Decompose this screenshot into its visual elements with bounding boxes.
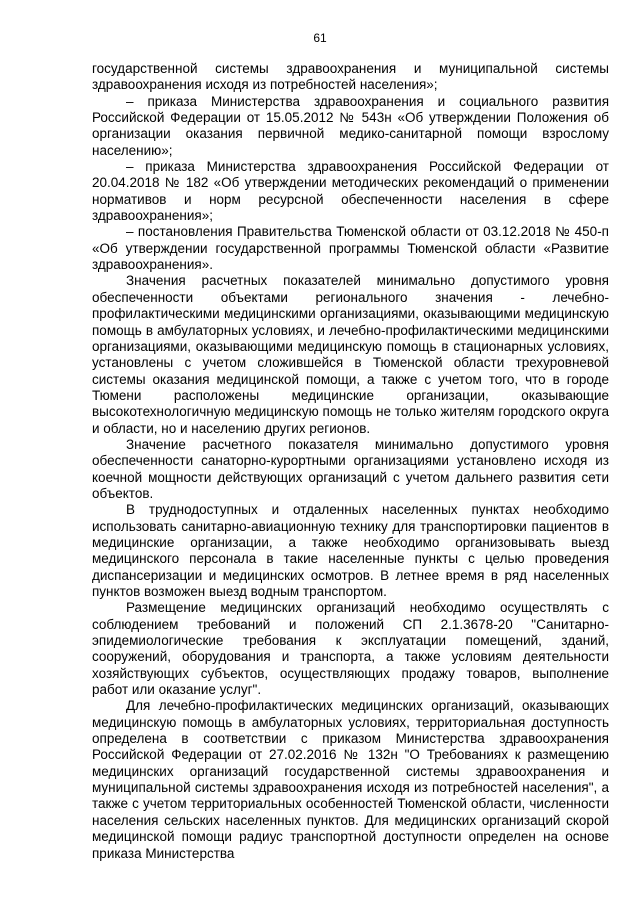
paragraph-territorial-accessibility: Для лечебно-профилактических медицинских организаций, оказывающих медицинскую помощь в амбулаторных условиях, территориальная доступность определена в соответствии с приказом Министерства здравоохранения Российской Федерации от 27.02.2016 № 132н "О Требованиях к размещению медицинских организаций государственной системы здравоохранения и муниципальной системы здравоохранения исходя из потребностей населения", а также с учетом территориальных особенностей Тюменской области, численности населения сельских населенных пунктов. Для медицинских организаций скорой медицинской помощи радиус транспортной доступности определен на основе приказа Министерства bbox=[92, 698, 609, 861]
page-number: 61 bbox=[313, 31, 327, 45]
list-item-resolution-450p: – постановления Правительства Тюменской области от 03.12.2018 № 450-п «Об утверждении государственной программы Тюменской области «Развитие здравоохранения». bbox=[92, 224, 609, 273]
list-item-order-543n: – приказа Министерства здравоохранения и социального развития Российской Федерации от 15.05.2012 № 543н «Об утверждении Положения об организации оказания первичной медико-санитарной помощи взрослому населению»; bbox=[92, 93, 609, 158]
paragraph-placement-requirements: Размещение медицинских организаций необходимо осуществлять с соблюдением требований и положений СП 2.1.3678-20 "Санитарно-эпидемиологические требования к эксплуатации помещений, зданий, сооружений, оборудования и транспорта, а также условиям деятельности хозяйствующих субъектов, осуществляющих продажу товаров, выполнение работ или оказание услуг". bbox=[92, 600, 609, 698]
paragraph-regional-indicators: Значения расчетных показателей минимально допустимого уровня обеспеченности объектами регионального значения - лечебно-профилактическими медицинскими организациями, оказывающими медицинскую помощь в амбулаторных условиях, и лечебно-профилактическими медицинскими организациями, оказывающими медицинскую помощь в стационарных условиях, установлены с учетом сложившейся в Тюменской области трехуровневой системы оказания медицинской помощи, а также с учетом того, что в городе Тюмени расположены медицинские организации, оказывающие высокотехнологичную медицинскую помощь не только жителям городского округа и области, но и населению других регионов. bbox=[92, 273, 609, 436]
paragraph-remote-settlements: В труднодоступных и отдаленных населенных пунктах необходимо использовать санитарно-авиационную технику для транспортировки пациентов в медицинские организации, а также необходимо организовывать выезд медицинского персонала в такие населенные пункты с целью проведения диспансеризации и медицинских осмотров. В летнее время в ряд населенных пунктов возможен выезд водным транспортом. bbox=[92, 502, 609, 599]
paragraph-sanatorium-indicator: Значение расчетного показателя минимально допустимого уровня обеспеченности санаторно-курортными организациями установлено исходя из коечной мощности действующих организаций с учетом дальнего развития сети объектов. bbox=[92, 436, 609, 501]
document-body bbox=[92, 61, 609, 862]
paragraph-continuation: государственной системы здравоохранения и муниципальной системы здравоохранения исходя из потребностей населения»; bbox=[92, 61, 609, 93]
list-item-order-182: – приказа Министерства здравоохранения Российской Федерации от 20.04.2018 № 182 «Об утверждении методических рекомендаций о применении нормативов и норм ресурсной обеспеченности населения в сфере здравоохранения»; bbox=[92, 159, 609, 224]
